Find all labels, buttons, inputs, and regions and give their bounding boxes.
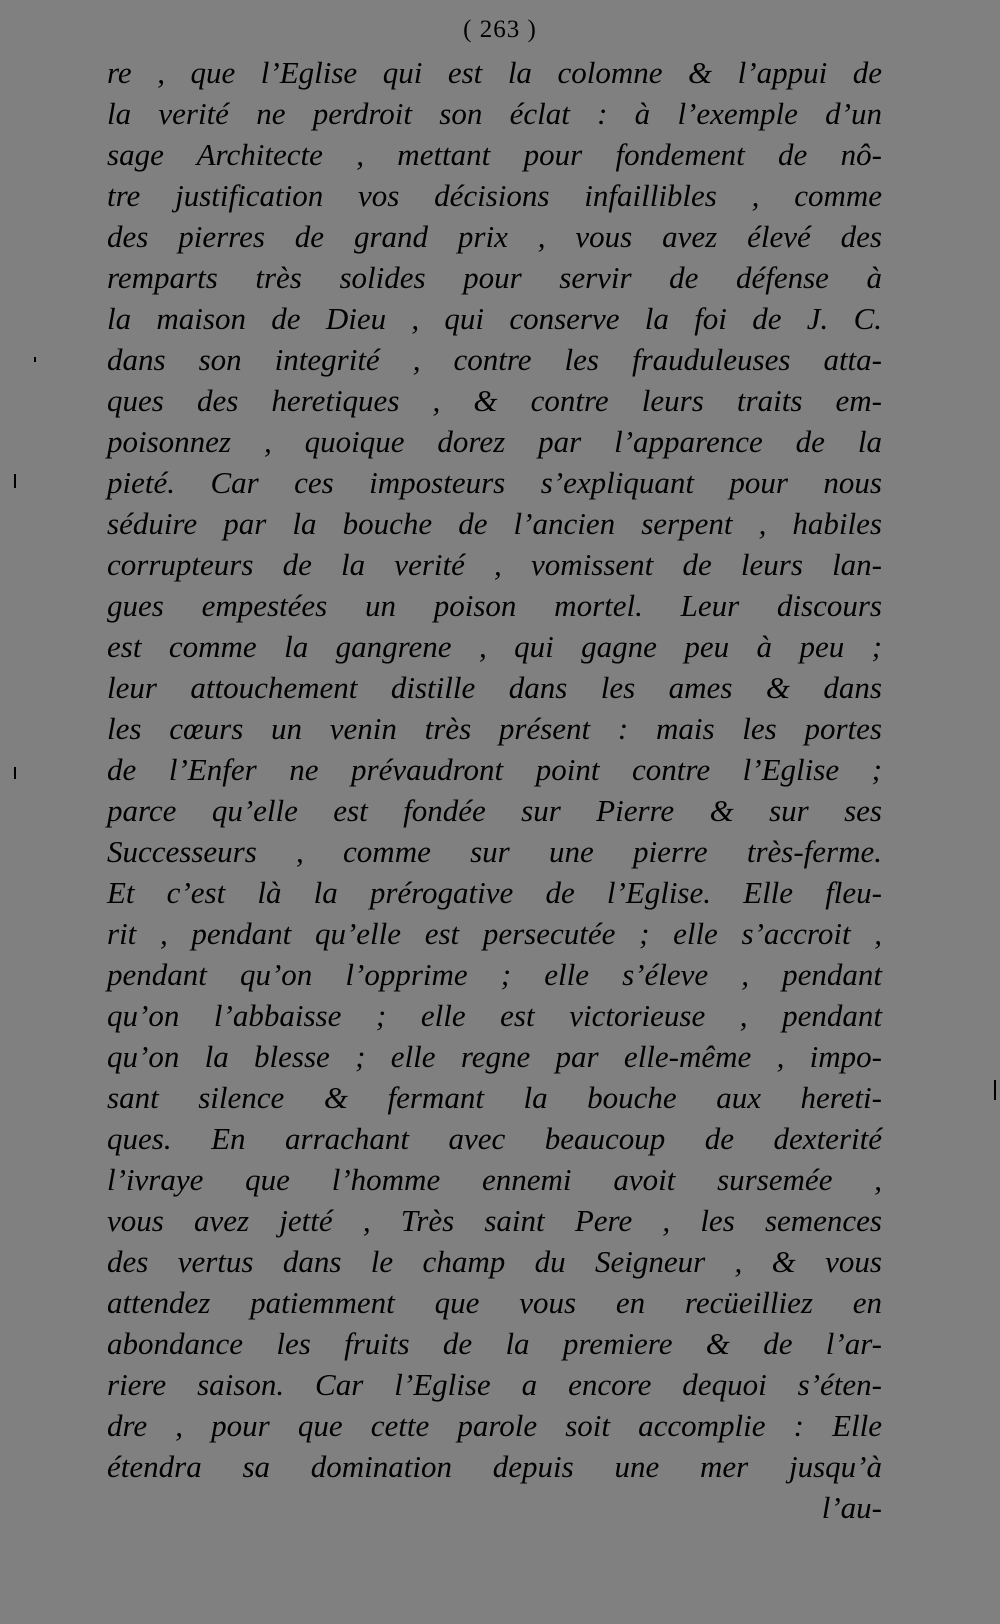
text-line: poisonnez , quoique dorez par l’apparence de la	[107, 424, 882, 459]
text-line: ques. En arrachant avec beaucoup de dexterité	[107, 1121, 882, 1156]
text-line: dans son integrité , contre les frauduleuses atta-	[107, 342, 882, 377]
text-line: qu’on la blesse ; elle regne par elle-même , impo-	[107, 1039, 882, 1074]
text-line: l’ivraye que l’homme ennemi avoit sursemée ,	[107, 1162, 882, 1197]
page-number: ( 263 )	[463, 16, 537, 43]
text-line: des pierres de grand prix , vous avez élevé des	[107, 219, 882, 254]
text-line: re , que l’Eglise qui est la colomne & l’appui de	[107, 55, 882, 90]
text-line: sage Architecte , mettant pour fondement de nô-	[107, 137, 882, 172]
text-line: parce qu’elle est fondée sur Pierre & sur ses	[107, 793, 882, 828]
text-line: la maison de Dieu , qui conserve la foi de J. C.	[107, 301, 882, 336]
text-line: sant silence & fermant la bouche aux hereti-	[107, 1080, 882, 1115]
text-line: la verité ne perdroit son éclat : à l’exemple d’un	[107, 96, 882, 131]
text-line: gues empestées un poison mortel. Leur discours	[107, 588, 882, 623]
text-line: abondance les fruits de la premiere & de l’ar-	[107, 1326, 882, 1361]
text-line: Successeurs , comme sur une pierre très-ferme.	[107, 834, 882, 869]
text-line: des vertus dans le champ du Seigneur , & vous	[107, 1244, 882, 1279]
text-line: remparts très solides pour servir de défense à	[107, 260, 882, 295]
margin-mark	[994, 1080, 996, 1100]
text-line: étendra sa domination depuis une mer jusqu’à	[107, 1449, 882, 1484]
margin-mark	[14, 474, 16, 488]
text-line: vous avez jetté , Très saint Pere , les semences	[107, 1203, 882, 1238]
margin-mark	[34, 357, 36, 362]
text-line: les cœurs un venin très présent : mais les portes	[107, 711, 882, 746]
text-line: corrupteurs de la verité , vomissent de leurs lan-	[107, 547, 882, 582]
text-line: riere saison. Car l’Eglise a encore dequoi s’éten-	[107, 1367, 882, 1402]
text-line: pendant qu’on l’opprime ; elle s’éleve , pendant	[107, 957, 882, 992]
text-line: Et c’est là la prérogative de l’Eglise. Elle fleu-	[107, 875, 882, 910]
text-line: dre , pour que cette parole soit accomplie : Elle	[107, 1408, 882, 1443]
text-line: leur attouchement distille dans les ames & dans	[107, 670, 882, 705]
text-line: tre justification vos décisions infaillibles , comme	[107, 178, 882, 213]
text-line: pieté. Car ces imposteurs s’expliquant pour nous	[107, 465, 882, 500]
text-line: qu’on l’abbaisse ; elle est victorieuse , pendant	[107, 998, 882, 1033]
text-line: est comme la gangrene , qui gagne peu à peu ;	[107, 629, 882, 664]
text-column	[107, 52, 882, 1528]
text-line: attendez patiemment que vous en recüeilliez en	[107, 1285, 882, 1320]
margin-mark	[14, 767, 16, 779]
text-line: rit , pendant qu’elle est persecutée ; elle s’accroit ,	[107, 916, 882, 951]
catchword: l’au-	[821, 1490, 882, 1525]
text-line: de l’Enfer ne prévaudront point contre l’Eglise ;	[107, 752, 882, 787]
text-line: séduire par la bouche de l’ancien serpent , habiles	[107, 506, 882, 541]
text-line: ques des heretiques , & contre leurs traits em-	[107, 383, 882, 418]
